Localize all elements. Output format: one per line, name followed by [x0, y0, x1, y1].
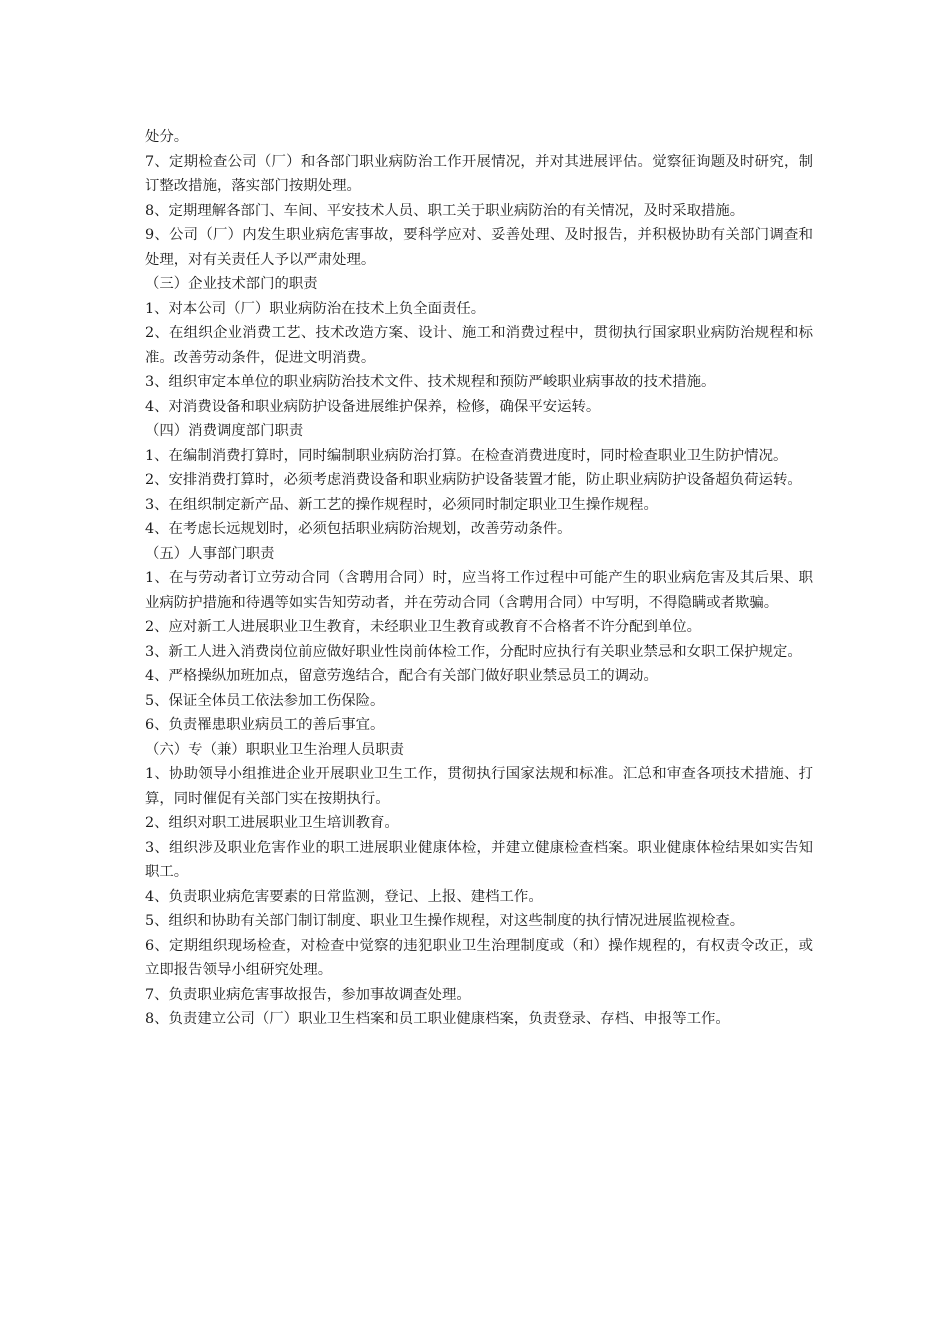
- list-item: 5、组织和协助有关部门制订制度、职业卫生操作规程，对这些制度的执行情况进展监视检查。: [145, 913, 745, 929]
- list-item: 4、负责职业病危害要素的日常监测，登记、上报、建档工作。: [145, 888, 543, 905]
- list-item: 6、负责罹患职业病员工的善后事宜。: [145, 717, 385, 733]
- list-item: 2、应对新工人进展职业卫生教育，未经职业卫生教育或教育不合格者不许分配到单位。: [145, 619, 702, 635]
- list-item: 4、在考虑长远规划时，必须包括职业病防治规划，改善劳动条件。: [145, 521, 572, 537]
- paragraph-continuation: 处分。: [145, 129, 189, 145]
- list-item: 2、在组织企业消费工艺、技术改造方案、设计、施工和消费过程中，贯彻执行国家职业病防治规程和标准。改善劳动条件，促进文明消费。: [145, 325, 813, 366]
- list-item: 2、组织对职工进展职业卫生培训教育。: [145, 815, 399, 831]
- section-heading: （五）人事部门职责: [145, 545, 275, 562]
- list-item: 3、组织涉及职业危害作业的职工进展职业健康体检，并建立健康检查档案。职业健康体检结果如实告知职工。: [145, 839, 813, 880]
- list-item: 3、组织审定本单位的职业病防治技术文件、技术规程和预防严峻职业病事故的技术措施。: [145, 374, 716, 390]
- list-item: 7、负责职业病危害事故报告，参加事故调查处理。: [145, 986, 471, 1003]
- list-item: 4、严格操纵加班加点，留意劳逸结合，配合有关部门做好职业禁忌员工的调动。: [145, 668, 658, 684]
- list-item: 2、安排消费打算时，必须考虑消费设备和职业病防护设备装置才能，防止职业病防护设备超负荷运转。: [145, 472, 802, 488]
- list-item: 3、在组织制定新产品、新工艺的操作规程时，必须同时制定职业卫生操作规程。: [145, 496, 658, 513]
- list-item: 1、对本公司（厂）职业病防治在技术上负全面责任。: [145, 300, 486, 317]
- list-item: 9、公司（厂）内发生职业病危害事故，要科学应对、妥善处理、及时报告，并积极协助有关部门调查和处理，对有关责任人予以严肃处理。: [145, 227, 813, 268]
- list-item: 7、定期检查公司（厂）和各部门职业病防治工作开展情况，并对其进展评估。觉察征询题及时研究，制订整改措施，落实部门按期处理。: [145, 153, 813, 194]
- section-heading: （六）专（兼）职职业卫生治理人员职责: [145, 741, 405, 758]
- list-item: 6、定期组织现场检查，对检查中觉察的违犯职业卫生治理制度或（和）操作规程的，有权责令改正，或立即报告领导小组研究处理。: [145, 937, 813, 978]
- list-item: 8、定期理解各部门、车间、平安技术人员、职工关于职业病防治的有关情况，及时采取措施。: [145, 202, 745, 219]
- list-item: 5、保证全体员工依法参加工伤保险。: [145, 692, 385, 709]
- list-item: 4、对消费设备和职业病防护设备进展维护保养，检修，确保平安运转。: [145, 398, 601, 415]
- list-item: 1、在编制消费打算时，同时编制职业病防治打算。在检查消费进度时，同时检查职业卫生防护情况。: [145, 447, 788, 464]
- list-item: 1、协助领导小组推进企业开展职业卫生工作，贯彻执行国家法规和标准。汇总和审查各项技术措施、打算，同时催促有关部门实在按期执行。: [145, 766, 813, 807]
- document-page: [145, 125, 813, 1032]
- list-item: 1、在与劳动者订立劳动合同（含聘用合同）时，应当将工作过程中可能产生的职业病危害及其后果、职业病防护措施和待遇等如实告知劳动者，并在劳动合同（含聘用合同）中写明，不得隐瞒或者欺骗。: [145, 570, 813, 611]
- section-heading: （四）消费调度部门职责: [145, 423, 304, 439]
- list-item: 8、负责建立公司（厂）职业卫生档案和员工职业健康档案，负责登录、存档、申报等工作。: [145, 1011, 730, 1027]
- section-heading: （三）企业技术部门的职责: [145, 276, 318, 292]
- list-item: 3、新工人进入消费岗位前应做好职业性岗前体检工作，分配时应执行有关职业禁忌和女职工保护规定。: [145, 643, 802, 660]
